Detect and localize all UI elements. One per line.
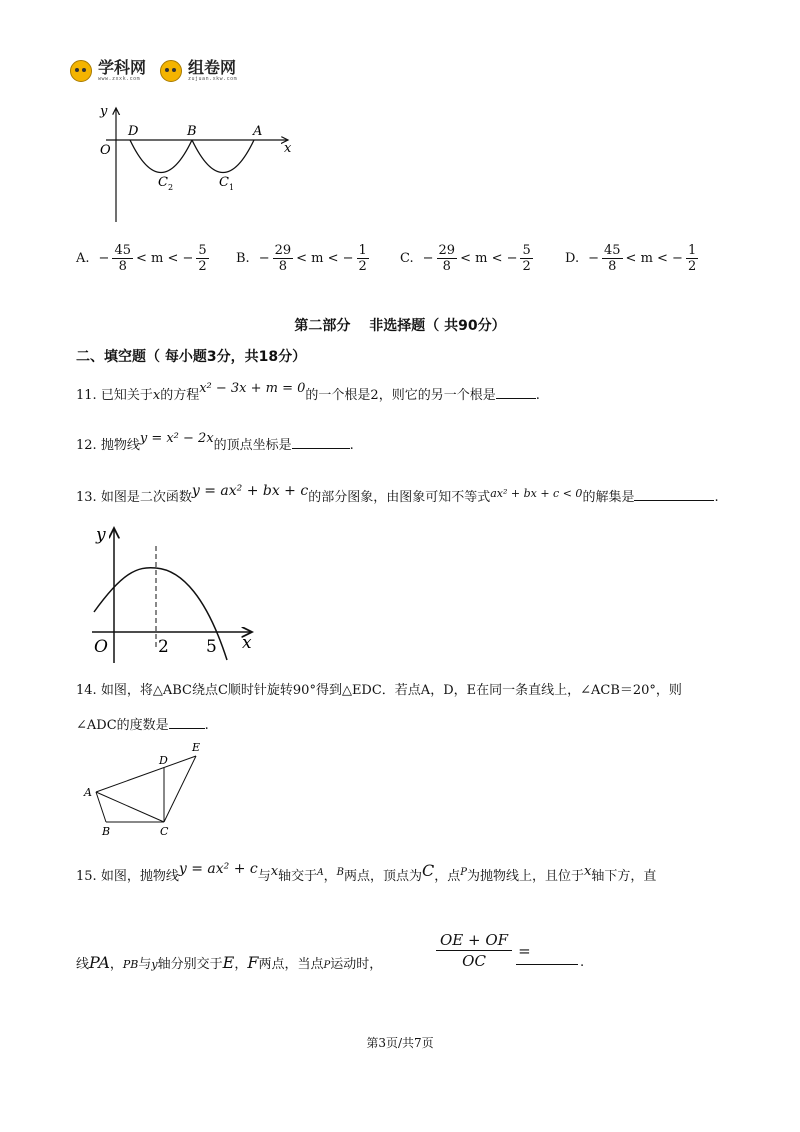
frac-num: 5 [522, 243, 531, 258]
q-text: 线 [76, 957, 90, 972]
frac-num: OE + OF [436, 930, 512, 951]
option-label: C. [400, 251, 414, 266]
option-mid: < m < − [460, 251, 518, 266]
logo-xkw [98, 60, 146, 82]
q-text: . [714, 490, 719, 505]
q-text: 的一个根是2，则它的另一个根是 [305, 388, 496, 403]
q-text: . [204, 718, 209, 733]
label-o: O [100, 143, 111, 158]
q-math: F [247, 953, 259, 972]
question-13 [76, 483, 719, 507]
q-text: 抛物线 [100, 438, 140, 453]
header-logos [70, 60, 237, 82]
q-text: 为抛物线上，且位于 [466, 869, 584, 884]
q-text: ∠ADC的度数是 [76, 718, 169, 733]
option-label: B. [236, 251, 250, 266]
label-a: A [253, 124, 263, 139]
frac-den: 8 [118, 259, 127, 274]
option-frac-left [602, 243, 623, 274]
logo-mascot-icon [70, 60, 92, 82]
label-d: D [159, 754, 168, 767]
question-11 [76, 381, 540, 405]
q-text: 轴分别交于 [157, 957, 223, 972]
q-text: 与 [257, 869, 271, 884]
q-text: 两点，当点 [258, 957, 324, 972]
frac-den: 2 [522, 259, 531, 274]
frac-num: 45 [114, 243, 131, 258]
option-minus: − [98, 251, 110, 266]
answer-blank[interactable] [292, 436, 350, 449]
q-text: ，点 [434, 869, 461, 884]
curve-c1 [192, 140, 254, 173]
label-c: C [160, 825, 169, 838]
frac-den: 2 [358, 259, 367, 274]
q-text: 如图，抛物线 [100, 869, 179, 884]
frac-den: 2 [198, 259, 207, 274]
option-minus: − [258, 251, 270, 266]
curve-c2 [130, 140, 192, 173]
equals-sign: = [518, 941, 531, 960]
q-text: 的部分图象，由图象可知不等式 [308, 490, 491, 505]
option-mid: < m < − [296, 251, 354, 266]
frac-num: 29 [438, 243, 456, 258]
q-math: B [336, 867, 344, 878]
label-e: E [192, 741, 201, 754]
frac-den: OC [462, 952, 486, 970]
frac-den: 2 [687, 259, 697, 274]
figure-q14-triangles [82, 738, 212, 840]
q-math: PB [122, 958, 139, 971]
page-footer: 第3页/共7页 [366, 1036, 434, 1050]
option-a [76, 243, 209, 274]
label-d: D [128, 124, 139, 139]
q-math: x [584, 864, 592, 879]
option-frac-right [357, 243, 369, 274]
q-text: 已知关于 [100, 388, 153, 403]
option-minus: − [588, 251, 599, 266]
option-frac-right [520, 243, 532, 274]
tick-2: 2 [158, 637, 169, 657]
section-title: 二、填空题（ 每小题3分，共18分） [76, 349, 307, 365]
question-number: 13. [76, 490, 97, 505]
option-frac-right [196, 243, 208, 274]
segment-ac [96, 792, 164, 822]
label-c2: C [158, 175, 168, 190]
label-o: O [94, 637, 108, 657]
option-frac-left [273, 243, 294, 274]
question-14-line2 [76, 716, 209, 735]
option-minus: − [422, 251, 434, 266]
q-text: ， [323, 869, 337, 884]
q-text: 与 [138, 957, 152, 972]
frac-den: 8 [442, 259, 451, 274]
q-text: 如图是二次函数 [100, 490, 192, 505]
logo-xkw-url: www.zxxk.com [98, 76, 141, 82]
question-15-line2 [76, 954, 382, 975]
q-text: . [535, 388, 540, 403]
question-number: 15. [76, 869, 97, 884]
label-x: x [242, 633, 252, 653]
question-14 [76, 682, 682, 700]
label-c1-sub: 1 [229, 183, 235, 192]
q-math: E [222, 953, 235, 972]
q-equation: y = x² − 2x [139, 431, 214, 446]
q-math: P [323, 960, 331, 971]
logo-xkw-name: 学科网 [98, 58, 147, 77]
label-b: B [187, 124, 197, 139]
q-equation: x² − 3x + m = 0 [199, 381, 306, 396]
frac-num: 45 [604, 243, 621, 258]
answer-blank[interactable] [169, 716, 205, 729]
q-equation: y = ax² + bx + c [191, 483, 309, 499]
question-number: 14. [76, 683, 97, 698]
q-math: PA [89, 953, 110, 972]
label-b: B [102, 825, 111, 838]
q-math: A [317, 868, 324, 878]
option-frac-right [686, 243, 698, 274]
option-frac-left [437, 243, 458, 274]
option-mid: < m < − [135, 251, 194, 266]
q-text: 如图，将△ABC绕点C顺时针旋转90°得到△EDC．若点A，D，E在同一条直线上，∠ACB＝20°，则 [100, 683, 682, 698]
q-text: 轴下方，直 [591, 869, 657, 884]
option-label: D. [565, 251, 580, 266]
q-text: 的方程 [160, 388, 200, 403]
q-text: . [580, 955, 585, 970]
figure-q13-parabola [82, 518, 262, 663]
frac-num: 29 [274, 243, 292, 258]
frac-num: 5 [198, 243, 207, 258]
logo-zujuan-name: 组卷网 [188, 58, 237, 77]
q-math: x [152, 388, 161, 403]
q15-fraction [436, 930, 512, 971]
answer-blank[interactable] [516, 952, 578, 965]
option-label: A. [76, 251, 90, 266]
option-b [236, 243, 369, 274]
tick-5: 5 [206, 637, 217, 657]
q-text: 两点，顶点为 [343, 869, 422, 884]
q-text: . [349, 438, 354, 453]
segment-ab [96, 792, 106, 822]
label-y: y [100, 104, 108, 119]
q-inequality: ax² + bx + c < 0 [490, 487, 583, 500]
q-math: C [421, 861, 435, 880]
q-math: x [270, 864, 279, 879]
frac-num: 1 [358, 243, 367, 258]
answer-blank[interactable] [634, 488, 714, 501]
label-c2-sub: 2 [168, 183, 174, 192]
option-c [400, 243, 533, 274]
frac-num: 1 [687, 243, 697, 258]
label-c1: C [219, 175, 229, 190]
logo-mascot-icon [160, 60, 182, 82]
question-number: 12. [76, 438, 97, 453]
q-text: 轴交于 [278, 869, 318, 884]
option-frac-left [112, 243, 133, 274]
label-x: x [284, 141, 292, 156]
q-text: ， [234, 957, 248, 972]
answer-blank[interactable] [496, 386, 536, 399]
option-d [565, 243, 698, 274]
figure-parabola-arcs [88, 100, 308, 225]
q-text: ， [109, 957, 123, 972]
option-mid: < m < − [625, 251, 683, 266]
question-number: 11. [76, 388, 97, 403]
part-title: 第二部分 非选择题（ 共90分） [294, 318, 506, 334]
q-equation: y = ax² + c [178, 861, 258, 877]
question-15 [76, 861, 657, 887]
logo-zujuan [188, 60, 237, 82]
label-a: A [84, 786, 92, 799]
q-text: 的解集是 [582, 490, 635, 505]
logo-zujuan-url: zujuan.xkw.com [188, 76, 238, 82]
q-math: y [151, 958, 158, 971]
frac-den: 8 [278, 259, 287, 274]
q-text: 的顶点坐标是 [213, 438, 292, 453]
frac-den: 8 [608, 259, 617, 274]
label-y: y [96, 525, 106, 545]
q-text: 运动时， [330, 957, 383, 972]
q-math: P [460, 867, 467, 878]
question-12 [76, 431, 354, 455]
